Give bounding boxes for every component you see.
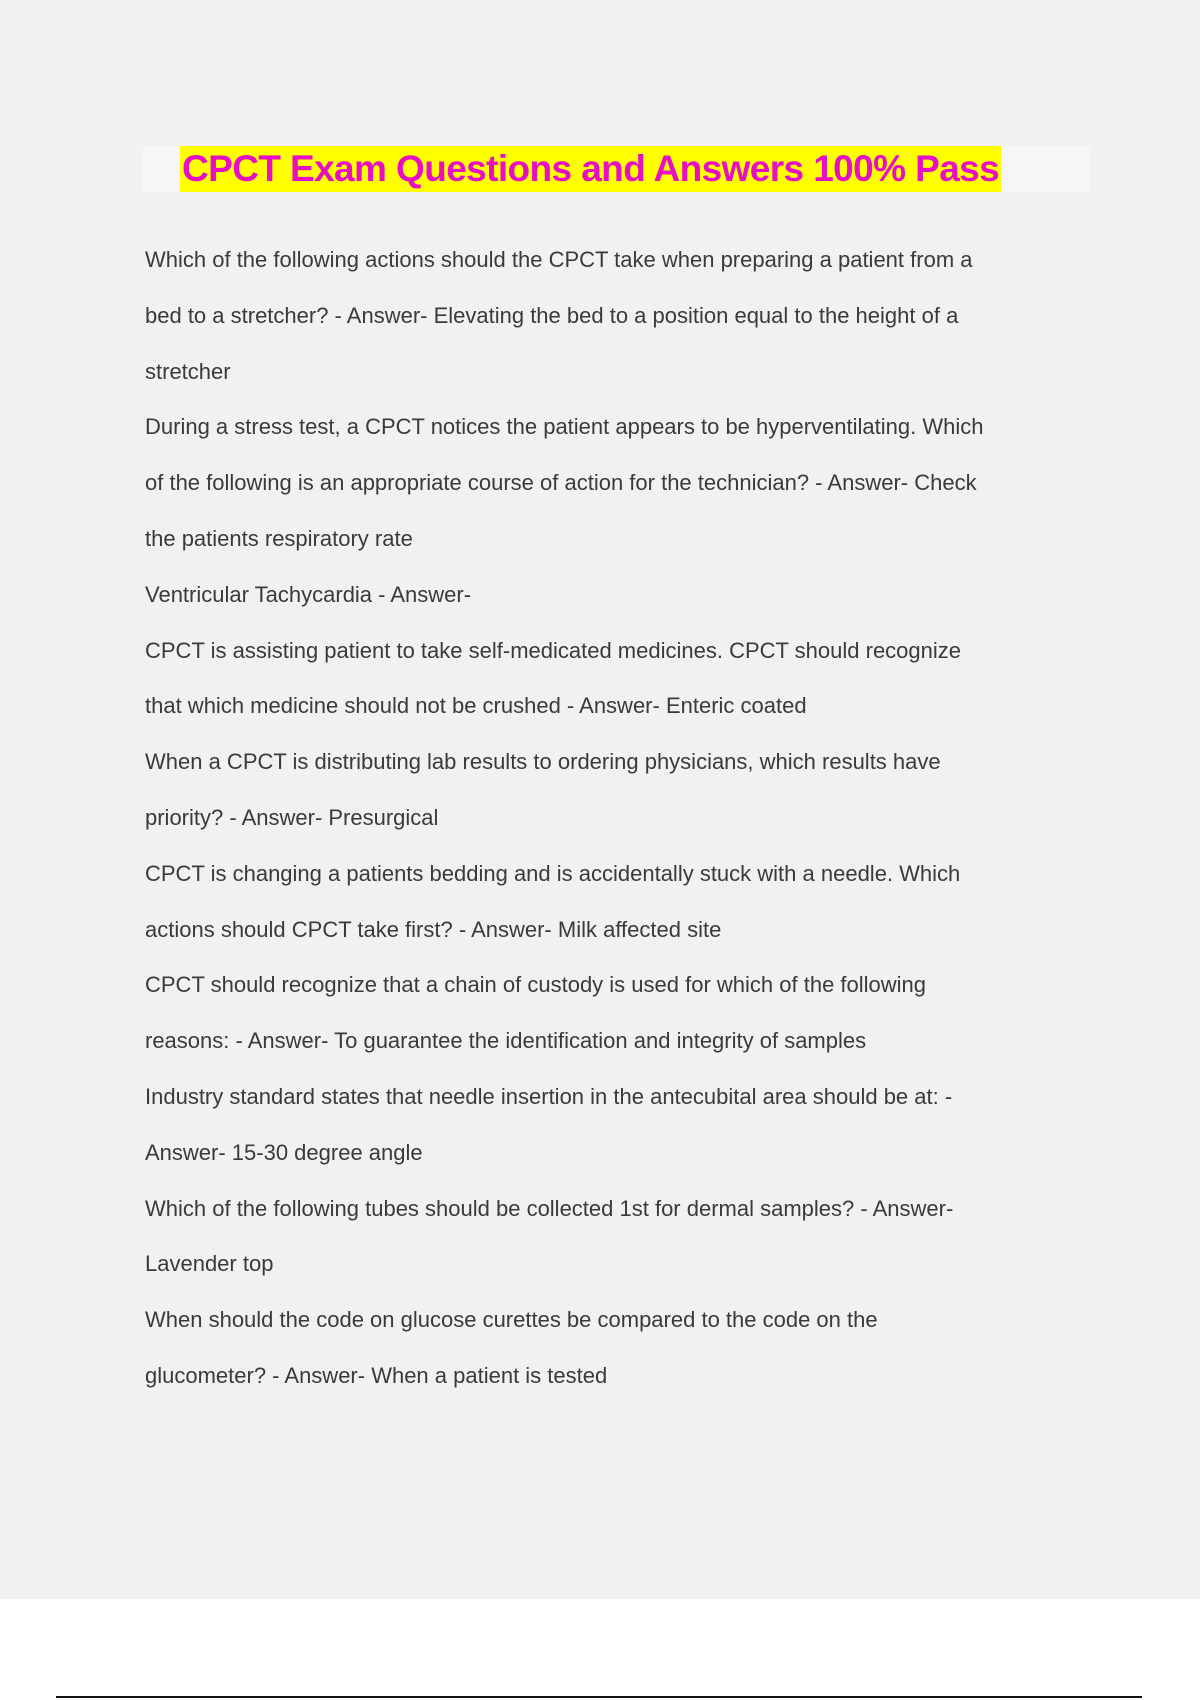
qa-text-line: Industry standard states that needle insertion in the antecubital area should be at: - — [145, 1083, 953, 1109]
qa-item — [145, 1292, 1105, 1404]
qa-text-line: During a stress test, a CPCT notices the patient appears to be hyperventilating. Which — [145, 414, 984, 440]
qa-item — [145, 1181, 1105, 1293]
qa-text-line: of the following is an appropriate course of action for the technician? - Answer- Check — [145, 470, 977, 496]
qa-item — [145, 1069, 1105, 1181]
qa-text-line: Which of the following actions should the CPCT take when preparing a patient from a — [145, 247, 973, 272]
qa-text-line: actions should CPCT take first? - Answer- Milk affected site — [145, 916, 722, 942]
qa-text-line: Ventricular Tachycardia - Answer- — [145, 581, 472, 607]
qa-text-line: reasons: - Answer- To guarantee the identification and integrity of samples — [145, 1028, 867, 1054]
footer-rule — [56, 1696, 1142, 1698]
qa-text-line: the patients respiratory rate — [145, 525, 413, 551]
qa-text-line: glucometer? - Answer- When a patient is tested — [145, 1362, 608, 1388]
qa-item — [145, 623, 1105, 735]
qa-text-line: CPCT is changing a patients bedding and is accidentally stuck with a needle. Which — [145, 860, 961, 886]
qa-item — [145, 232, 1105, 399]
qa-text-line: Which of the following tubes should be collected 1st for dermal samples? - Answer- — [145, 1195, 954, 1221]
qa-item — [145, 399, 1105, 566]
qa-list — [145, 232, 1105, 1404]
qa-text-line: Answer- 15-30 degree angle — [145, 1139, 423, 1165]
qa-text-line: stretcher — [145, 358, 231, 384]
qa-text-line: CPCT is assisting patient to take self-medicated medicines. CPCT should recognize — [145, 637, 962, 663]
qa-item — [145, 734, 1105, 846]
qa-item — [145, 846, 1105, 958]
qa-text-line: bed to a stretcher? - Answer- Elevating the bed to a position equal to the height of a — [145, 302, 959, 328]
qa-text-line: When a CPCT is distributing lab results to ordering physicians, which results have — [145, 749, 941, 775]
document-title: CPCT Exam Questions and Answers 100% Pass — [180, 146, 1001, 192]
qa-text-line: Lavender top — [145, 1251, 274, 1277]
qa-item — [145, 957, 1105, 1069]
qa-text-line: When should the code on glucose curettes be compared to the code on the — [145, 1307, 878, 1333]
qa-text-line: CPCT should recognize that a chain of custody is used for which of the following — [145, 972, 927, 998]
qa-text-line: that which medicine should not be crushed - Answer- Enteric coated — [145, 693, 807, 719]
qa-text-line: priority? - Answer- Presurgical — [145, 804, 439, 830]
qa-item — [145, 567, 1105, 623]
